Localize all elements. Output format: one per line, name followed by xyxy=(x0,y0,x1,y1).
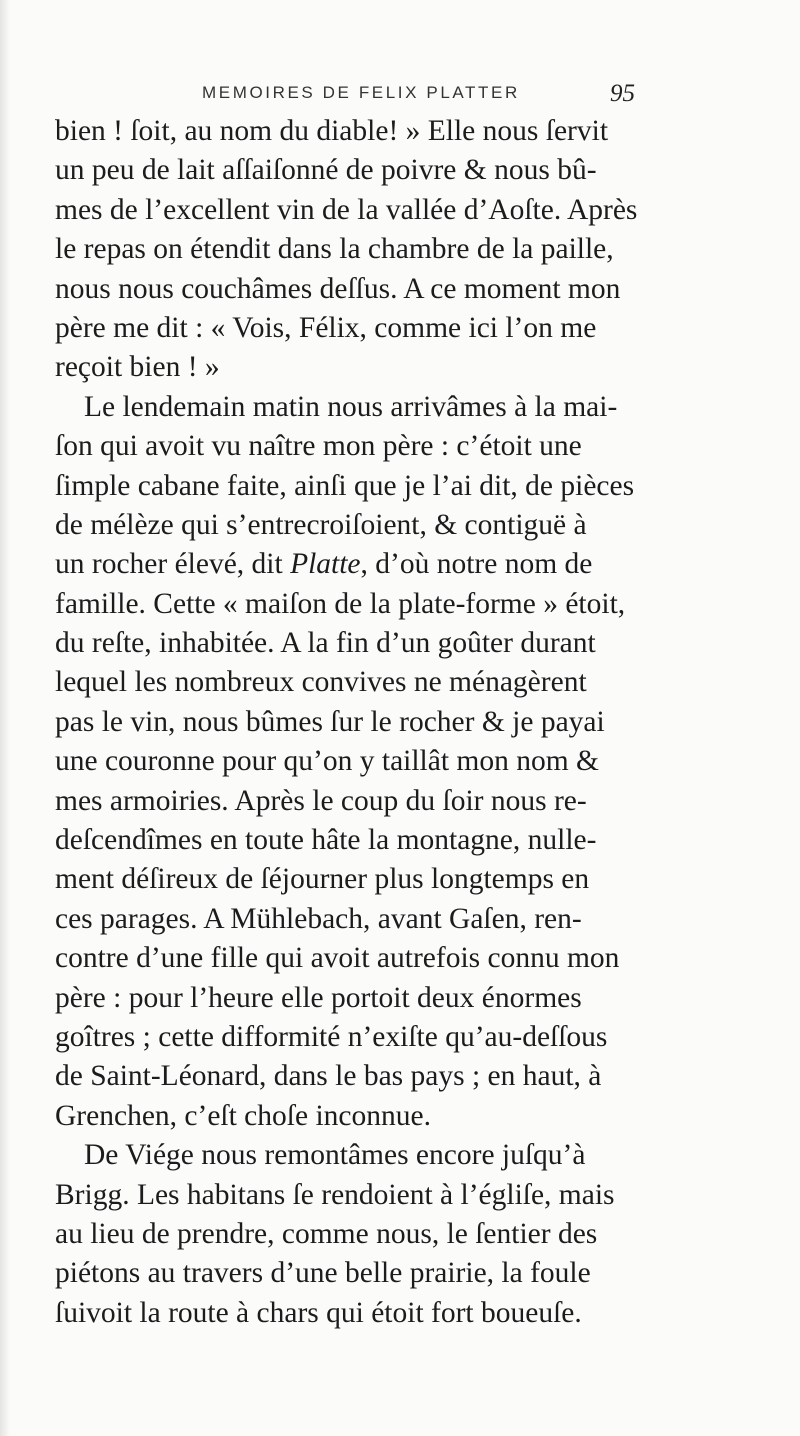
paragraph-start-line: De Viége nous remontâmes encore juſqu’à xyxy=(84,1139,586,1172)
body-text xyxy=(55,112,785,1333)
text-line: un peu de lait aſſaiſonné de poivre & nous bû- xyxy=(55,154,597,187)
text-line: ment déſireux de ſéjourner plus longtemps en xyxy=(55,863,590,896)
page-gutter-shadow xyxy=(0,0,10,1436)
text-line: une couronne pour qu’on y taillât mon nom & xyxy=(55,745,600,778)
text-line: de mélèze qui s’entrecroiſoient, & contiguë à xyxy=(55,508,587,541)
italic-place-name: Platte xyxy=(290,548,361,581)
text-line: mes de l’excellent vin de la vallée d’Aoſte. Après xyxy=(55,193,638,226)
text-line: ſon qui avoit vu naître mon père : c’étoit une xyxy=(55,430,582,463)
text-segment: , d’où notre nom de xyxy=(360,548,593,581)
page-number: 95 xyxy=(610,80,635,107)
text-line: Brigg. Les habitans ſe rendoient à l’égliſe, mais xyxy=(55,1178,615,1211)
text-line: le repas on étendit dans la chambre de la paille, xyxy=(55,233,614,266)
text-line: lequel les nombreux convives ne ménagèrent xyxy=(55,666,587,699)
text-line: ſuivoit la route à chars qui étoit fort boueuſe. xyxy=(55,1296,582,1329)
text-line: père me dit : « Vois, Félix, comme ici l’on me xyxy=(55,311,597,344)
text-line: de Saint-Léonard, dans le bas pays ; en haut, à xyxy=(55,1060,602,1093)
text-line: du reſte, inhabitée. A la fin d’un goûter durant xyxy=(55,627,596,660)
text-line: ſimple cabane faite, ainſi que je l’ai dit, de pièces xyxy=(55,469,635,502)
text-line: reçoit bien ! » xyxy=(55,351,220,384)
text-line: famille. Cette « maiſon de la plate-forme » étoit, xyxy=(55,587,626,620)
text-line: deſcendîmes en toute hâte la montagne, nulle- xyxy=(55,824,597,857)
text-line: nous nous couchâmes deſſus. A ce moment mon xyxy=(55,272,621,305)
text-line: Grenchen, c’eſt choſe inconnue. xyxy=(55,1099,431,1132)
text-line: goîtres ; cette difformité n’exiſte qu’au-deſſous xyxy=(55,1020,608,1053)
text-line: au lieu de prendre, comme nous, le ſentier des xyxy=(55,1217,598,1250)
text-segment: un rocher élevé, dit xyxy=(55,548,291,581)
running-head xyxy=(0,80,800,107)
text-line: pas le vin, nous bûmes ſur le rocher & je payai xyxy=(55,705,605,738)
text-line: bien ! ſoit, au nom du diable! » Elle nous ſervit xyxy=(55,115,609,147)
running-title: MEMOIRES DE FELIX PLATTER xyxy=(202,83,520,102)
text-line: piétons au travers d’une belle prairie, la foule xyxy=(55,1257,591,1290)
text-line: père : pour l’heure elle portoit deux énormes xyxy=(55,981,582,1014)
text-line: ces parages. A Mühlebach, avant Gaſen, ren- xyxy=(55,902,582,935)
text-line-with-italic xyxy=(55,545,785,584)
text-line: mes armoiries. Après le coup du ſoir nous re- xyxy=(55,784,587,817)
text-line: contre d’une fille qui avoit autrefois connu mon xyxy=(55,942,620,975)
paragraph-start-line: Le lendemain matin nous arrivâmes à la mai- xyxy=(84,390,618,423)
